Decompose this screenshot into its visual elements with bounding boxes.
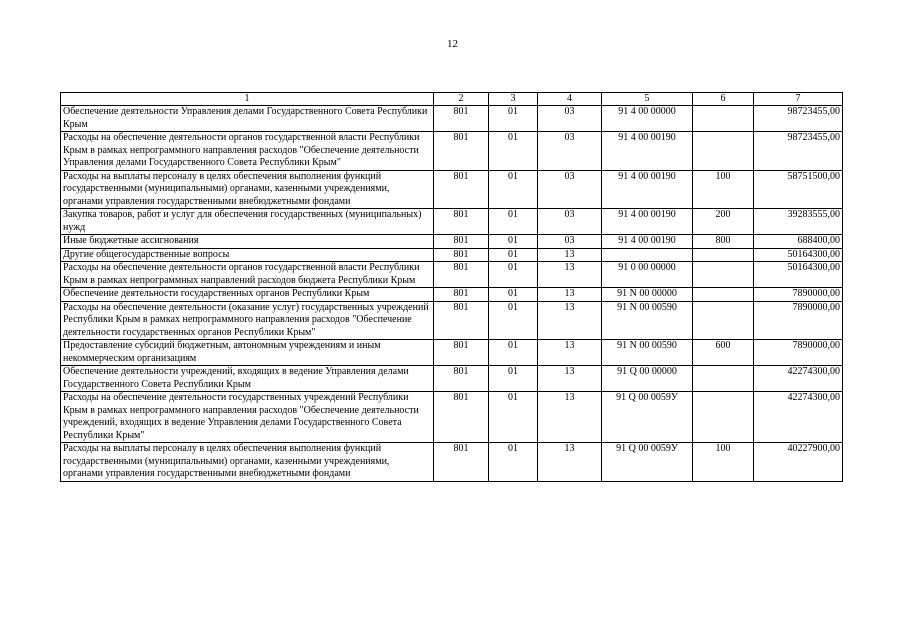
row-amount-cell: 50164300,00 (754, 248, 843, 262)
table-row (61, 132, 843, 171)
row-code-3-cell: 01 (489, 209, 538, 235)
budget-table (60, 92, 843, 482)
header-col-2: 2 (434, 93, 489, 106)
row-code-5-cell: 91 Q 00 0059У (602, 443, 693, 482)
table-row (61, 262, 843, 288)
row-code-3-cell: 01 (489, 132, 538, 171)
row-code-6-cell: 100 (693, 170, 754, 209)
row-code-2-cell: 801 (434, 392, 489, 443)
row-code-4-cell: 13 (538, 443, 602, 482)
table-row (61, 248, 843, 262)
row-amount-cell: 98723455,00 (754, 106, 843, 132)
table-header-row (61, 93, 843, 106)
row-code-3-cell: 01 (489, 235, 538, 249)
row-amount-cell: 50164300,00 (754, 262, 843, 288)
row-name-cell: Расходы на обеспечение деятельности (оказание услуг) государственных учреждений Республики Крым в рамках непрограммного направления расходов "Обеспечение деятельности государственных органов Республики Крым" (61, 301, 434, 340)
row-code-6-cell (693, 262, 754, 288)
table-row (61, 443, 843, 482)
header-col-3: 3 (489, 93, 538, 106)
row-code-3-cell: 01 (489, 170, 538, 209)
row-code-2-cell: 801 (434, 262, 489, 288)
row-name-cell: Иные бюджетные ассигнования (61, 235, 434, 249)
row-name-cell: Расходы на обеспечение деятельности государственных учреждений Республики Крым в рамках непрограммного направления расходов "Обеспечение деятельности учреждений, входящих в ведение Управления делами Государственного Совета Республики Крым" (61, 392, 434, 443)
row-code-2-cell: 801 (434, 170, 489, 209)
row-code-4-cell: 03 (538, 170, 602, 209)
table-row (61, 288, 843, 302)
row-code-5-cell: 91 Q 00 0059У (602, 392, 693, 443)
row-code-5-cell: 91 4 00 00190 (602, 132, 693, 171)
table-row (61, 209, 843, 235)
row-amount-cell: 42274300,00 (754, 392, 843, 443)
row-code-3-cell: 01 (489, 340, 538, 366)
row-code-6-cell: 600 (693, 340, 754, 366)
row-code-3-cell: 01 (489, 392, 538, 443)
row-code-2-cell: 801 (434, 235, 489, 249)
row-code-4-cell: 13 (538, 248, 602, 262)
row-amount-cell: 7890000,00 (754, 288, 843, 302)
row-name-cell: Расходы на обеспечение деятельности органов государственной власти Республики Крым в рамках непрограммного направления расходов "Обеспечение деятельности Управления делами Государственного Совета Республики Крым" (61, 132, 434, 171)
row-name-cell: Обеспечение деятельности государственных органов Республики Крым (61, 288, 434, 302)
row-code-6-cell (693, 106, 754, 132)
row-name-cell: Предоставление субсидий бюджетным, автономным учреждениям и иным некоммерческим организациям (61, 340, 434, 366)
row-code-6-cell (693, 132, 754, 171)
row-code-5-cell: 91 N 00 00590 (602, 301, 693, 340)
table-row (61, 366, 843, 392)
row-code-2-cell: 801 (434, 288, 489, 302)
row-code-2-cell: 801 (434, 209, 489, 235)
table-row (61, 170, 843, 209)
row-name-cell: Обеспечение деятельности Управления делами Государственного Совета Республики Крым (61, 106, 434, 132)
row-code-5-cell: 91 4 00 00190 (602, 170, 693, 209)
row-code-4-cell: 03 (538, 209, 602, 235)
table-row (61, 235, 843, 249)
row-code-3-cell: 01 (489, 288, 538, 302)
row-code-6-cell (693, 288, 754, 302)
row-name-cell: Расходы на выплаты персоналу в целях обеспечения выполнения функций государственными (муниципальными) органами, казенными учреждениями, органами управления государственными внебюджетными фондами (61, 170, 434, 209)
row-code-5-cell: 91 0 00 00000 (602, 262, 693, 288)
page-number: 12 (447, 38, 458, 50)
row-code-6-cell: 100 (693, 443, 754, 482)
row-name-cell: Закупка товаров, работ и услуг для обеспечения государственных (муниципальных) нужд (61, 209, 434, 235)
row-code-2-cell: 801 (434, 132, 489, 171)
row-code-5-cell: 91 N 00 00590 (602, 340, 693, 366)
row-code-5-cell: 91 N 00 00000 (602, 288, 693, 302)
row-code-4-cell: 03 (538, 235, 602, 249)
table-row (61, 106, 843, 132)
row-code-2-cell: 801 (434, 248, 489, 262)
row-code-4-cell: 13 (538, 301, 602, 340)
row-code-4-cell: 13 (538, 366, 602, 392)
row-code-3-cell: 01 (489, 366, 538, 392)
row-code-6-cell (693, 248, 754, 262)
row-amount-cell: 688400,00 (754, 235, 843, 249)
row-amount-cell: 42274300,00 (754, 366, 843, 392)
row-code-2-cell: 801 (434, 340, 489, 366)
row-code-2-cell: 801 (434, 443, 489, 482)
table-row (61, 340, 843, 366)
row-amount-cell: 39283555,00 (754, 209, 843, 235)
row-amount-cell: 7890000,00 (754, 301, 843, 340)
row-code-6-cell (693, 392, 754, 443)
row-code-2-cell: 801 (434, 366, 489, 392)
row-code-3-cell: 01 (489, 106, 538, 132)
row-amount-cell: 58751500,00 (754, 170, 843, 209)
row-code-4-cell: 03 (538, 132, 602, 171)
row-code-2-cell: 801 (434, 301, 489, 340)
row-name-cell: Другие общегосударственные вопросы (61, 248, 434, 262)
table-row (61, 301, 843, 340)
row-code-5-cell: 91 4 00 00190 (602, 235, 693, 249)
row-name-cell: Обеспечение деятельности учреждений, входящих в ведение Управления делами Государственного Совета Республики Крым (61, 366, 434, 392)
header-col-7: 7 (754, 93, 843, 106)
row-code-6-cell (693, 301, 754, 340)
row-code-5-cell: 91 4 00 00190 (602, 209, 693, 235)
row-code-3-cell: 01 (489, 248, 538, 262)
table-row (61, 392, 843, 443)
header-col-5: 5 (602, 93, 693, 106)
row-code-6-cell: 200 (693, 209, 754, 235)
row-code-2-cell: 801 (434, 106, 489, 132)
row-name-cell: Расходы на выплаты персоналу в целях обеспечения выполнения функций государственными (муниципальными) органами, казенными учреждениями, органами управления государственными внебюджетными фондами (61, 443, 434, 482)
row-name-cell: Расходы на обеспечение деятельности органов государственной власти Республики Крым в рамках непрограммных направлений расходов бюджета Республики Крым (61, 262, 434, 288)
row-code-4-cell: 13 (538, 340, 602, 366)
row-code-4-cell: 03 (538, 106, 602, 132)
row-code-5-cell: 91 4 00 00000 (602, 106, 693, 132)
header-col-6: 6 (693, 93, 754, 106)
row-code-6-cell: 800 (693, 235, 754, 249)
row-code-4-cell: 13 (538, 392, 602, 443)
row-code-3-cell: 01 (489, 262, 538, 288)
row-code-5-cell (602, 248, 693, 262)
row-code-4-cell: 13 (538, 262, 602, 288)
row-amount-cell: 98723455,00 (754, 132, 843, 171)
row-code-3-cell: 01 (489, 301, 538, 340)
header-col-4: 4 (538, 93, 602, 106)
row-amount-cell: 7890000,00 (754, 340, 843, 366)
row-amount-cell: 40227900,00 (754, 443, 843, 482)
row-code-3-cell: 01 (489, 443, 538, 482)
row-code-5-cell: 91 Q 00 00000 (602, 366, 693, 392)
header-col-1: 1 (61, 93, 434, 106)
row-code-6-cell (693, 366, 754, 392)
row-code-4-cell: 13 (538, 288, 602, 302)
